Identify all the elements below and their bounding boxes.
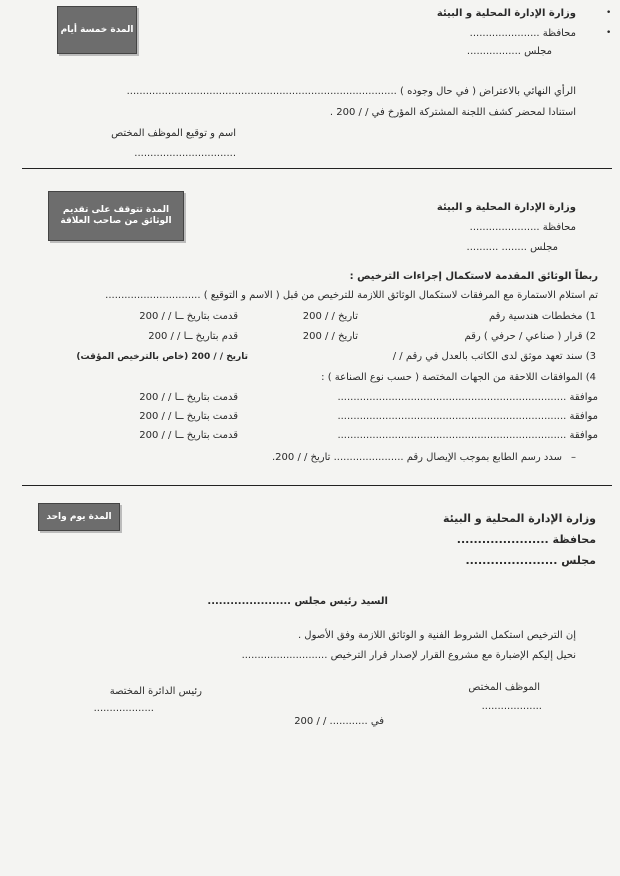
joint-committee-reference: استنادا لمحضر كشف اللجنة المشتركة المؤرخ في / / 200 . <box>329 107 576 118</box>
final-opinion-line: الرأي النهائي بالاعتراض ( في حال وجوده ) ..................................................................................... <box>126 86 576 97</box>
council-field-3: مجلس ...................... <box>465 554 596 567</box>
salutation-line: السيد رئيس مجلس ...................... <box>207 596 388 607</box>
forward-file-line: نحيل إليكم الإضبارة مع مشروع القرار لإصدار قرار الترخيص ........................... <box>241 650 576 661</box>
approval-line: موافقة ........................................................................ <box>337 430 598 441</box>
bullet-dot: • <box>606 28 612 38</box>
duration-badge-five-days: المدة خمسة أيام <box>57 6 137 54</box>
employee-dots: ................... <box>481 701 542 712</box>
license-complete-line: إن الترخيص استكمل الشروط الفنية و الوثائق اللازمة وفق الأصول . <box>297 630 576 641</box>
item-decision-submitted: قدم بتاريخ ــا / / 200 <box>148 331 238 342</box>
ministry-title-2: وزارة الإدارة المحلية و البيئة <box>436 202 576 213</box>
item-engineering-plans-submitted: قدمت بتاريخ ــا / / 200 <box>139 311 238 322</box>
stamp-dash: – <box>571 452 576 463</box>
item-engineering-plans: 1) مخططات هندسية رقم <box>488 311 596 322</box>
department-head-dots: ................... <box>93 703 154 714</box>
item-engineering-plans-date: تاريخ / / 200 <box>302 311 358 322</box>
date-line: في ............ / / 200 <box>294 716 384 727</box>
approval-line: موافقة ........................................................................ <box>337 411 598 422</box>
ministry-title-1: وزارة الإدارة المحلية و البيئة <box>436 8 576 19</box>
approval-line: موافقة ........................................................................ <box>337 392 598 403</box>
approval-submitted: قدمت بتاريخ ــا / / 200 <box>139 411 238 422</box>
section-divider <box>22 168 612 169</box>
signature-label-1: اسم و توقيع الموظف المختص <box>111 128 236 139</box>
item-decision-date: تاريخ / / 200 <box>302 331 358 342</box>
ministry-title-3: وزارة الإدارة المحلية و البيئة <box>442 512 596 525</box>
signature-dots-1: ................................ <box>134 148 236 159</box>
council-field-2: مجلس ........ .......... <box>466 242 558 253</box>
duration-badge-documents: المدة تتوقف على تقديم الوثائق من صاحب العلاقة <box>48 191 184 241</box>
governorate-field-2: محافظة ...................... <box>469 222 576 233</box>
documents-heading: ربطاً الوثائق المقدمة لاستكمال إجراءات الترخيص : <box>349 271 598 282</box>
council-field-1: مجلس ................. <box>466 46 552 57</box>
governorate-field-1: محافظة ...................... <box>469 28 576 39</box>
item-decision: 2) قرار ( صناعي / حرفي ) رقم <box>464 331 596 342</box>
stamp-fee-line: سدد رسم الطابع بموجب الإيصال رقم ...................... تاريخ / / 200. <box>271 452 562 463</box>
approval-submitted: قدمت بتاريخ ــا / / 200 <box>139 392 238 403</box>
bullet-dot: • <box>606 8 612 18</box>
item-notarized-pledge: 3) سند تعهد موثق لدى الكاتب بالعدل في رقم / / <box>392 351 596 362</box>
receipt-intro-line: تم استلام الاستمارة مع المرفقات لاستكمال الوثائق اللازمة للترخيص من قبل ( الاسم و التوقيع ) .............................. <box>105 290 598 301</box>
item-notarized-pledge-date: تاريخ / / 200 (خاص بالترخيص المؤقت) <box>76 352 248 362</box>
employee-label: الموظف المختص <box>468 682 540 693</box>
governorate-field-3: محافظة ...................... <box>456 533 596 546</box>
department-head-label: رئيس الدائرة المختصة <box>109 686 202 697</box>
approval-submitted: قدمت بتاريخ ــا / / 200 <box>139 430 238 441</box>
section-divider <box>22 485 612 486</box>
item-approvals-heading: 4) الموافقات اللاحقة من الجهات المختصة ( حسب نوع الصناعة ) : <box>321 372 596 383</box>
duration-badge-one-day: المدة يوم واحد <box>38 503 120 531</box>
